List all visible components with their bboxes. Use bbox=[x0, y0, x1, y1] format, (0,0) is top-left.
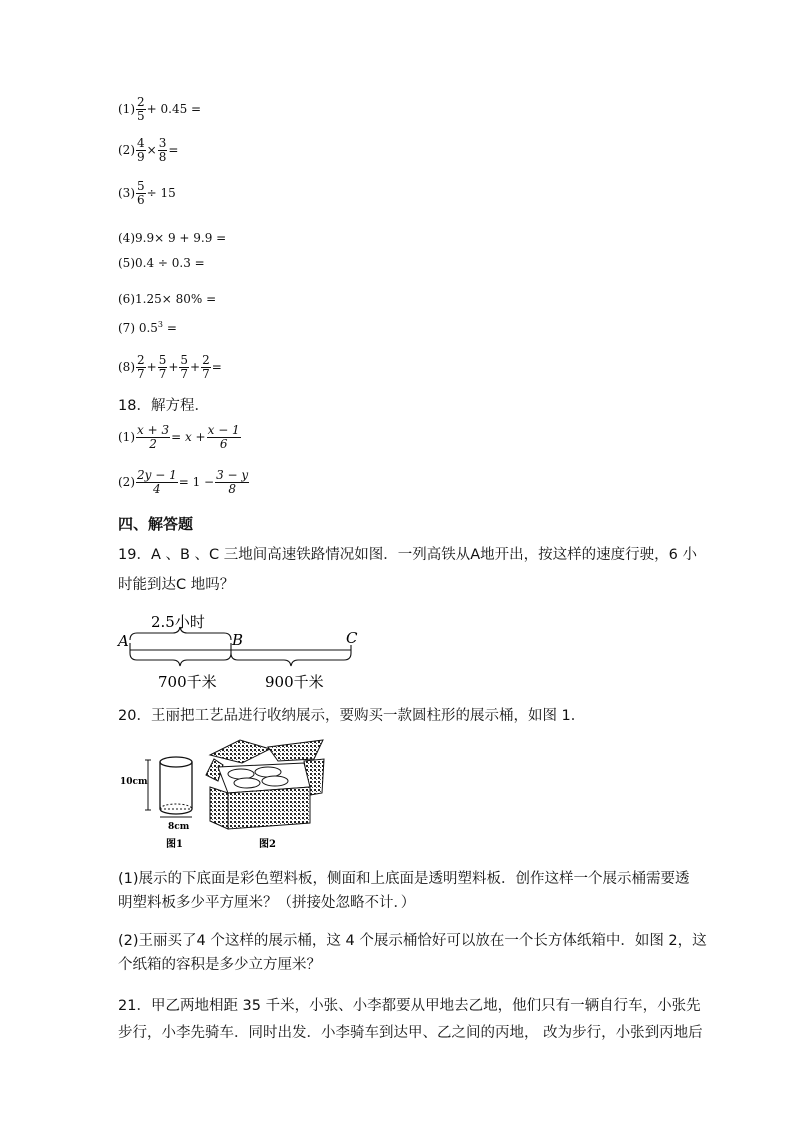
bottom-brace-bc bbox=[231, 653, 351, 666]
box-figure bbox=[206, 740, 324, 850]
expression-rest: = bbox=[163, 321, 177, 335]
calc-item-2 bbox=[118, 137, 178, 164]
fraction: $\frac{5}{7}$ bbox=[158, 353, 167, 381]
cylinder-height-label: 10cm bbox=[120, 777, 148, 787]
fraction: $\frac{2}{7}$ bbox=[137, 353, 145, 381]
fraction: $\frac{3 - y}{8}$ bbox=[216, 468, 249, 496]
q20-figure bbox=[118, 737, 330, 853]
item-number: (1) bbox=[118, 430, 135, 444]
distance-bc-label: 900千米 bbox=[265, 673, 324, 691]
expression-middle: = 1 − bbox=[178, 475, 215, 489]
calc-item-5: (5)0.4 ÷ 0.3 = bbox=[118, 256, 205, 270]
fraction: $\frac{x + 3}{2}$ bbox=[137, 423, 170, 451]
calc-item-8 bbox=[118, 354, 222, 381]
expression-rest: + 0.45 = bbox=[146, 102, 202, 116]
q19-text-line2: 时能到达C 地吗？ bbox=[118, 577, 235, 593]
fraction: $\frac{x - 1}{6}$ bbox=[207, 423, 240, 451]
item-number: (1) bbox=[118, 102, 135, 116]
fraction: $\frac{5}{6}$ bbox=[137, 179, 145, 207]
operator: = bbox=[211, 360, 222, 374]
q18-title: 18．解方程． bbox=[118, 398, 209, 414]
base: (7) 0.5 bbox=[118, 321, 158, 335]
q20-part2-line1: (2)王丽买了4 个这样的展示桶，这 4 个展示桶恰好可以放在一个长方体纸箱中．如图 2，这 bbox=[118, 933, 707, 949]
q20-part1-line1: (1)展示的下底面是彩色塑料板，侧面和上底面是透明塑料板．创作这样一个展示桶需要透 bbox=[118, 871, 690, 887]
calc-item-7 bbox=[118, 318, 177, 335]
section-heading: 四、解答题 bbox=[118, 515, 194, 533]
point-a-label: A bbox=[118, 632, 129, 650]
item-number: (8) bbox=[118, 360, 135, 374]
operator: + bbox=[146, 360, 157, 374]
q19-text-line1: 19．A 、B 、C 三地间高速铁路情况如图．一列高铁从A地开出，按这样的速度行驶，6 小 bbox=[118, 547, 698, 563]
q21-text-line1: 21．甲乙两地相距 35 千米，小张、小李都要从甲地去乙地，他们只有一辆自行车，小张先 bbox=[118, 998, 701, 1014]
equation-1 bbox=[118, 424, 242, 451]
point-b-label: B bbox=[232, 631, 244, 649]
calc-item-4: (4)9.9× 9 + 9.9 = bbox=[118, 231, 227, 245]
q20-text-line1: 20．王丽把工艺品进行收纳展示，要购买一款圆柱形的展示桶，如图 1． bbox=[118, 708, 586, 724]
item-number: (3) bbox=[118, 186, 135, 200]
item-number: (2) bbox=[118, 475, 135, 489]
q21-text-line2: 步行，小李先骑车．同时出发．小李骑车到达甲、乙之间的丙地， 改为步行，小张到丙地后 bbox=[118, 1025, 703, 1041]
expression-rest: ÷ 15 bbox=[146, 186, 176, 200]
q20-part2-line2: 个纸箱的容积是多少立方厘米？ bbox=[118, 957, 321, 973]
cylinder-figure bbox=[120, 757, 192, 850]
expression-middle: = x + bbox=[171, 430, 206, 444]
fraction: $\frac{2}{5}$ bbox=[137, 95, 145, 123]
q20-part1-line2: 明塑料板多少平方厘米？（拼接处忽略不计．） bbox=[118, 895, 416, 911]
expression-rest: = bbox=[168, 143, 179, 157]
item-number: (2) bbox=[118, 143, 135, 157]
fraction: $\frac{5}{7}$ bbox=[180, 353, 189, 381]
equation-2 bbox=[118, 469, 250, 496]
cylinder-diameter-label: 8cm bbox=[168, 822, 190, 832]
railway-distance-diagram bbox=[115, 608, 375, 694]
top-brace bbox=[130, 627, 231, 640]
fraction: $\frac{2}{7}$ bbox=[202, 353, 210, 381]
bottom-brace-ab bbox=[130, 653, 231, 666]
operator: + bbox=[168, 360, 179, 374]
fraction: $\frac{4}{9}$ bbox=[137, 136, 145, 164]
figure1-caption: 图1 bbox=[166, 839, 183, 850]
fraction: $\frac{2y - 1}{4}$ bbox=[137, 468, 177, 496]
point-c-label: C bbox=[346, 629, 358, 647]
figure2-caption: 图2 bbox=[259, 839, 276, 850]
calc-item-6: (6)1.25× 80% = bbox=[118, 292, 217, 306]
calc-item-3 bbox=[118, 180, 176, 207]
distance-ab-label: 700千米 bbox=[158, 673, 217, 691]
exponent: 3 bbox=[157, 320, 163, 329]
calc-item-1 bbox=[118, 96, 201, 123]
operator: × bbox=[146, 143, 157, 157]
time-label: 2.5小时 bbox=[151, 613, 205, 631]
operator: + bbox=[190, 360, 201, 374]
fraction: $\frac{3}{8}$ bbox=[158, 136, 167, 164]
